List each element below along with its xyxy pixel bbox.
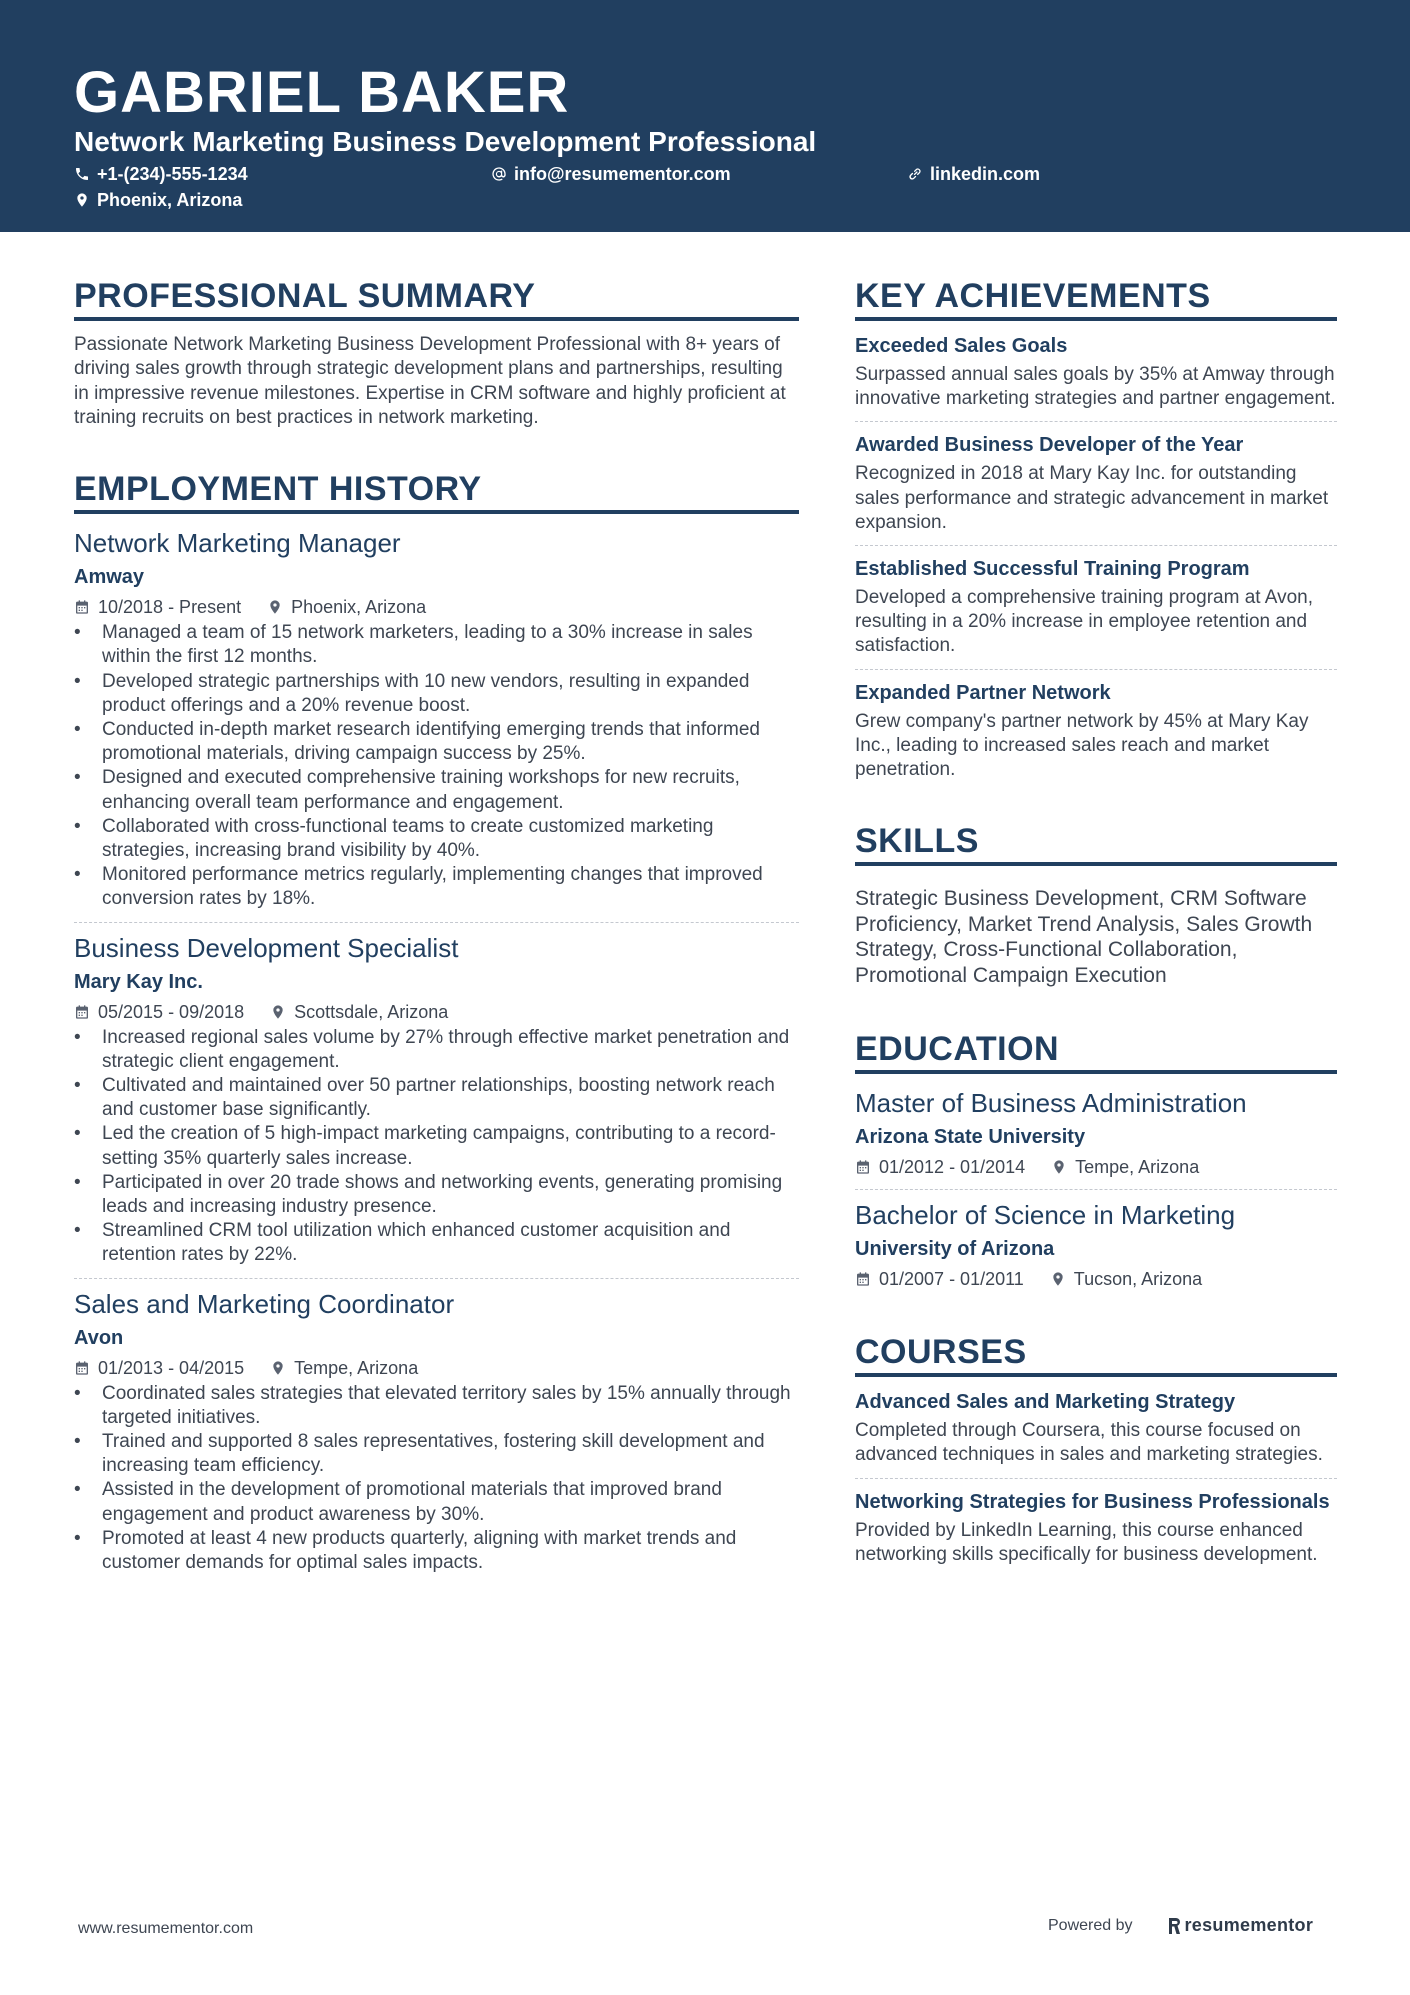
job-location-text: Phoenix, Arizona [291, 597, 427, 618]
footer-powered [1048, 1915, 1313, 1936]
linkedin-text: linkedin.com [930, 164, 1041, 184]
courses-heading: COURSES [855, 1331, 1337, 1377]
brand-logo[interactable] [1167, 1915, 1314, 1936]
phone-text: +1-(234)-555-1234 [97, 164, 248, 184]
candidate-headline: Network Marketing Business Development Professional [74, 126, 817, 157]
job-bullet: • Participated in over 20 trade shows and networking events, generating promising leads and increasing industry presence. [74, 1171, 799, 1219]
calendar-icon [74, 599, 90, 615]
map-pin-icon [1050, 1271, 1066, 1287]
at-sign-icon [491, 166, 507, 182]
contact-email[interactable] [491, 162, 731, 186]
job-company: Amway [74, 566, 145, 589]
education-location [1050, 1267, 1202, 1291]
job-meta [74, 1356, 799, 1380]
course-desc: Provided by LinkedIn Learning, this course enhanced networking skills specifically for business development. [855, 1519, 1318, 1565]
brand-name: resumementor [1184, 1915, 1314, 1935]
achievements-heading: KEY ACHIEVEMENTS [855, 275, 1337, 321]
job-bullet: • Increased regional sales volume by 27% through effective market penetration and strategic client engagement. [74, 1026, 799, 1074]
resumementor-logo-icon [1167, 1916, 1181, 1936]
job-location-text: Tempe, Arizona [294, 1357, 419, 1378]
achievement-title: Expanded Partner Network [855, 681, 1111, 704]
education-meta [855, 1267, 1337, 1291]
job-bullet: • Promoted at least 4 new products quarterly, aligning with market trends and customer demands for optimal sales impacts. [74, 1527, 799, 1575]
map-pin-icon [270, 1360, 286, 1376]
contact-phone [74, 162, 248, 186]
summary-text: Passionate Network Marketing Business Development Professional with 8+ years of driving sales growth through strategic development plans and partnerships, resulting in impressive revenue milestones. Expertise in CRM software and highly proficient at training recruits on best practices in network marketing. [74, 334, 786, 428]
calendar-icon [855, 1271, 871, 1287]
education-item [855, 1086, 1337, 1179]
divider [74, 1278, 799, 1279]
course-item [855, 1389, 1337, 1467]
job-title: Business Development Specialist [74, 932, 459, 963]
job-entry [74, 526, 799, 911]
course-title: Networking Strategies for Business Professionals [855, 1490, 1330, 1513]
employment-heading: EMPLOYMENT HISTORY [74, 468, 799, 514]
map-pin-icon [267, 599, 283, 615]
achievement-item [855, 556, 1337, 659]
job-bullet: • Conducted in-depth market research identifying emerging trends that informed promotional materials, driving campaign success by 25%. [74, 718, 799, 766]
job-location [270, 1000, 448, 1024]
achievement-desc: Recognized in 2018 at Mary Kay Inc. for outstanding sales performance and strategic advancement in market expansion. [855, 463, 1329, 533]
left-column [74, 275, 799, 1575]
job-bullet: • Designed and executed comprehensive training workshops for new recruits, enhancing overall team performance and engagement. [74, 766, 799, 814]
divider [855, 421, 1337, 422]
job-meta [74, 1000, 799, 1024]
link-icon [907, 166, 923, 182]
job-bullets [74, 1382, 799, 1576]
job-title: Network Marketing Manager [74, 528, 401, 559]
divider [74, 922, 799, 923]
job-company: Avon [74, 1326, 124, 1349]
course-desc: Completed through Coursera, this course focused on advanced techniques in sales and marketing strategies. [855, 1420, 1323, 1466]
divider [855, 1478, 1337, 1479]
job-bullet: • Streamlined CRM tool utilization which enhanced customer acquisition and retention rates by 22%. [74, 1219, 799, 1267]
achievement-desc: Surpassed annual sales goals by 35% at Amway through innovative marketing strategies and partner engagement. [855, 364, 1336, 410]
right-column [855, 275, 1337, 1567]
candidate-name: GABRIEL BAKER [74, 60, 570, 125]
education-degree: Bachelor of Science in Marketing [855, 1200, 1236, 1231]
job-location [270, 1356, 418, 1380]
job-bullet: • Trained and supported 8 sales representatives, fostering skill development and increasing team efficiency. [74, 1430, 799, 1478]
education-location-text: Tempe, Arizona [1075, 1157, 1200, 1178]
divider [855, 1189, 1337, 1190]
job-bullets [74, 621, 799, 911]
resume-header [0, 0, 1410, 232]
contact-location [74, 188, 242, 212]
achievement-desc: Developed a comprehensive training program at Avon, resulting in a 20% increase in employee retention and satisfaction. [855, 587, 1314, 657]
job-bullet: • Developed strategic partnerships with 10 new vendors, resulting in expanded product offerings and a 20% revenue boost. [74, 670, 799, 718]
achievement-item [855, 432, 1337, 535]
course-item [855, 1489, 1337, 1567]
achievement-desc: Grew company's partner network by 45% at Mary Kay Inc., leading to increased sales reach and market penetration. [855, 710, 1309, 781]
job-bullet: • Coordinated sales strategies that elevated territory sales by 15% annually through targeted initiatives. [74, 1382, 799, 1430]
job-bullet: • Managed a team of 15 network marketers, leading to a 30% increase in sales within the first 12 months. [74, 621, 799, 669]
education-location [1051, 1155, 1199, 1179]
footer-website[interactable]: www.resumementor.com [78, 1920, 254, 1937]
job-location [267, 595, 426, 619]
job-dates: 01/2013 - 04/2015 [98, 1357, 245, 1378]
skills-heading: SKILLS [855, 820, 1337, 866]
job-bullet: • Assisted in the development of promotional materials that improved brand engagement and product awareness by 30%. [74, 1478, 799, 1526]
education-heading: EDUCATION [855, 1028, 1337, 1074]
contact-linkedin[interactable] [907, 162, 1040, 186]
skills-text: Strategic Business Development, CRM Software Proficiency, Market Trend Analysis, Sales Growth Strategy, Cross-Functional Collaboration, Promotional Campaign Execution [855, 887, 1313, 987]
job-dates: 10/2018 - Present [98, 597, 242, 618]
achievement-item [855, 333, 1337, 411]
course-title: Advanced Sales and Marketing Strategy [855, 1391, 1236, 1414]
education-degree: Master of Business Administration [855, 1088, 1247, 1119]
achievement-title: Established Successful Training Program [855, 558, 1250, 581]
job-bullet: • Monitored performance metrics regularly, implementing changes that improved conversion rates by 18%. [74, 863, 799, 911]
achievement-title: Exceeded Sales Goals [855, 335, 1068, 357]
education-school: University of Arizona [855, 1238, 1055, 1261]
job-bullet: • Cultivated and maintained over 50 partner relationships, boosting network reach and customer base significantly. [74, 1074, 799, 1122]
job-location-text: Scottsdale, Arizona [294, 1001, 449, 1022]
calendar-icon [74, 1360, 90, 1376]
education-dates: 01/2007 - 01/2011 [879, 1269, 1024, 1290]
job-dates: 05/2015 - 09/2018 [98, 1001, 245, 1022]
location-text: Phoenix, Arizona [97, 190, 243, 210]
map-pin-icon [270, 1004, 286, 1020]
achievement-item [855, 680, 1337, 783]
summary-heading: PROFESSIONAL SUMMARY [74, 275, 799, 321]
calendar-icon [855, 1159, 871, 1175]
job-bullet: • Led the creation of 5 high-impact marketing campaigns, contributing to a record-setting 35% quarterly sales increase. [74, 1122, 799, 1170]
job-meta [74, 595, 799, 619]
job-entry [74, 931, 799, 1268]
education-item [855, 1198, 1337, 1291]
job-company: Mary Kay Inc. [74, 970, 203, 993]
powered-by-text: Powered by [1048, 1916, 1133, 1934]
job-entry [74, 1287, 799, 1576]
education-location-text: Tucson, Arizona [1073, 1269, 1203, 1290]
job-title: Sales and Marketing Coordinator [74, 1288, 455, 1319]
job-bullet: • Collaborated with cross-functional teams to create customized marketing strategies, increasing brand visibility by 40%. [74, 815, 799, 863]
education-school: Arizona State University [855, 1126, 1086, 1149]
phone-icon [74, 166, 90, 182]
map-pin-icon [1051, 1159, 1067, 1175]
email-text: info@resumementor.com [514, 164, 731, 184]
divider [855, 669, 1337, 670]
divider [855, 545, 1337, 546]
map-pin-icon [74, 192, 90, 208]
education-meta [855, 1155, 1337, 1179]
education-dates: 01/2012 - 01/2014 [879, 1157, 1026, 1178]
job-bullets [74, 1026, 799, 1268]
calendar-icon [74, 1004, 90, 1020]
achievement-title: Awarded Business Developer of the Year [855, 434, 1244, 457]
